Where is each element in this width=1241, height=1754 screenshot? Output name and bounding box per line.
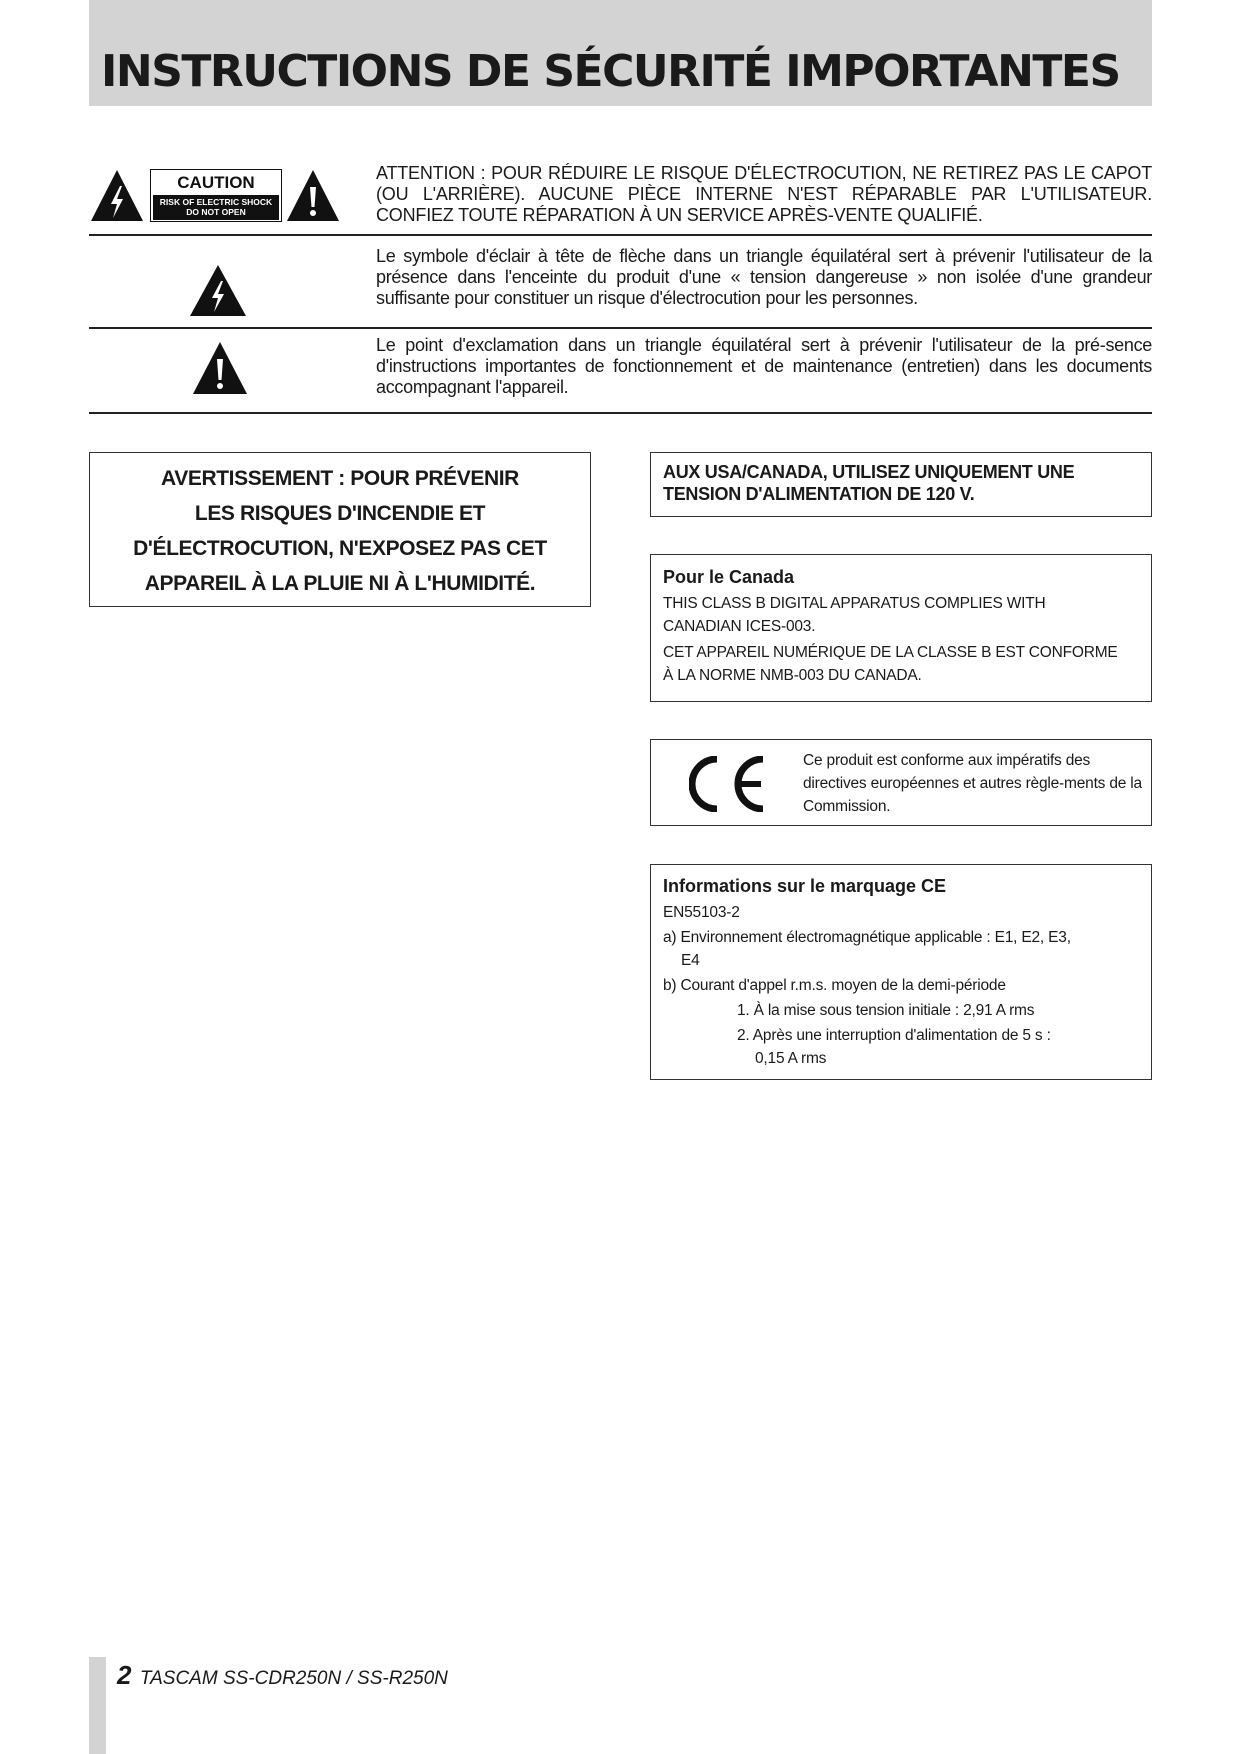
ce-mark-icon <box>689 756 769 812</box>
lightning-text: Le symbole d'éclair à tête de flèche dans un triangle équilatéral sert à prévenir l'utilisateur de la présence dans l'enceinte du produit d'une « tension dangereuse » non isolée d'une grandeur suffisante pour constituer un risque d'électrocution pour les personnes. <box>376 246 1152 308</box>
ce-sub-1: 1. À la mise sous tension initiale : 2,91 A rms <box>737 1002 1035 1019</box>
caution-line-2: DO NOT OPEN <box>186 207 246 217</box>
ce-sub-2-line-2: 0,15 A rms <box>755 1050 827 1067</box>
canada-box <box>650 554 1152 702</box>
caution-line-1: RISK OF ELECTRIC SHOCK <box>159 197 273 207</box>
ce-info-box <box>650 864 1152 1080</box>
ce-item-b: b) Courant d'appel r.m.s. moyen de la demi-période <box>663 977 1006 994</box>
exclamation-row <box>89 329 1152 414</box>
canada-heading: Pour le Canada <box>663 567 795 587</box>
warning-line-1: AVERTISSEMENT : POUR PRÉVENIR <box>161 467 519 490</box>
canada-line-3: CET APPAREIL NUMÉRIQUE DE LA CLASSE B EST CONFORME <box>663 644 1118 661</box>
warning-line-2: LES RISQUES D'INCENDIE ET <box>194 502 486 525</box>
footer <box>117 1660 448 1691</box>
attention-text: ATTENTION : POUR RÉDUIRE LE RISQUE D'ÉLECTROCUTION, NE RETIREZ PAS LE CAPOT (OU L'ARRIÈRE). AUCUNE PIÈCE INTERNE N'EST RÉPARABLE PAR L'UTILISATEUR. CONFIEZ TOUTE RÉPARATION À UN SERVICE APRÈS-VENTE QUALIFIÉ. <box>376 163 1152 225</box>
ce-info-heading: Informations sur le marquage CE <box>663 876 947 896</box>
ce-box <box>650 739 1152 826</box>
page-number: 2 <box>117 1660 132 1690</box>
model-name: TASCAM SS-CDR250N / SS-R250N <box>139 1668 448 1689</box>
warning-text <box>90 461 590 601</box>
canada-line-4: À LA NORME NMB-003 DU CANADA. <box>663 667 922 684</box>
caution-label <box>150 169 282 222</box>
ce-item-a-line-1: a) Environnement électromagnétique applicable : E1, E2, E3, <box>663 929 1071 946</box>
ce-standard: EN55103-2 <box>663 904 740 921</box>
ce-item-a-line-2: E4 <box>681 952 700 969</box>
footer-bar <box>89 1657 106 1754</box>
title-bar <box>89 0 1152 106</box>
warning-line-4: APPAREIL À LA PLUIE NI À L'HUMIDITÉ. <box>144 572 536 595</box>
exclamation-triangle-icon <box>192 341 248 395</box>
divider <box>89 412 1152 414</box>
canada-line-2: CANADIAN ICES-003. <box>663 618 816 635</box>
voltage-text: AUX USA/CANADA, UTILISEZ UNIQUEMENT UNE TENSION D'ALIMENTATION DE 120 V. <box>663 462 1075 504</box>
lightning-warning-icon <box>89 168 145 223</box>
warning-box <box>89 452 591 607</box>
voltage-box <box>650 452 1152 517</box>
caution-band <box>153 195 279 220</box>
page-title: INSTRUCTIONS DE SÉCURITÉ IMPORTANTES <box>101 46 1120 97</box>
exclamation-warning-icon <box>285 168 341 223</box>
caution-row <box>89 150 1152 236</box>
warning-line-3: D'ÉLECTROCUTION, N'EXPOSEZ PAS CET <box>133 537 547 560</box>
lightning-triangle-icon <box>189 264 247 317</box>
caution-heading: CAUTION <box>177 173 255 192</box>
ce-text: Ce produit est conforme aux impératifs des directives européennes et autres règle-ments de la Commission. <box>803 752 1142 815</box>
ce-sub-2-line-1: 2. Après une interruption d'alimentation de 5 s : <box>737 1027 1051 1044</box>
exclamation-text: Le point d'exclamation dans un triangle équilatéral sert à prévenir l'utilisateur de la pré-sence d'instructions importantes de fonctionnement et de maintenance (entretien) dans les documents accompagnant l'appareil. <box>376 335 1152 397</box>
canada-line-1: THIS CLASS B DIGITAL APPARATUS COMPLIES WITH <box>663 595 1046 612</box>
lightning-row <box>89 236 1152 329</box>
